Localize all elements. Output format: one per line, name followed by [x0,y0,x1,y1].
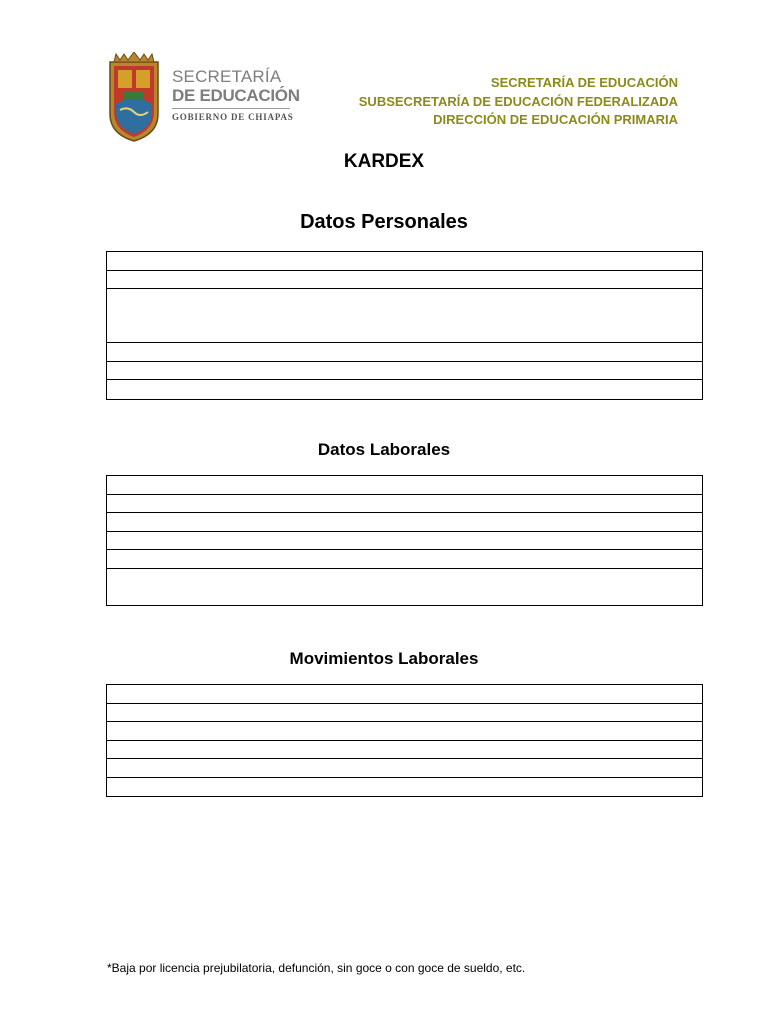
table-row [107,476,702,495]
table-row [107,252,702,271]
logo [106,52,300,144]
page-title: KARDEX [343,151,425,172]
table-row [107,380,702,399]
header-direccion: DIRECCIÓN DE EDUCACIÓN PRIMARIA [433,112,678,127]
section-title-movimientos-laborales: Movimientos Laborales [289,649,479,668]
movimientos-laborales-table [106,684,703,797]
section-title-datos-laborales: Datos Laborales [317,440,451,459]
header-subsecretaria: SUBSECRETARÍA DE EDUCACIÓN FEDERALIZADA [358,93,678,109]
table-row [107,778,702,797]
logo-divider [172,108,290,109]
footnote: *Baja por licencia prejubilatoria, defunción, sin goce o con goce de sueldo, etc. [107,961,526,975]
table-row [107,685,702,704]
table-row [107,513,702,532]
table-row [107,550,702,569]
logo-secretaria: SECRETARÍA [172,67,282,86]
section-title-datos-personales: Datos Personales [300,211,468,233]
header-secretaria: SECRETARÍA DE EDUCACIÓN [490,75,678,90]
table-row [107,722,702,741]
logo-gobierno: GOBIERNO DE CHIAPAS [172,112,294,122]
table-row [107,343,702,362]
table-row [107,289,702,343]
table-row [107,741,702,760]
institution-header [359,74,678,130]
table-row [107,532,702,551]
chiapas-coat-of-arms-icon [106,52,162,142]
table-row [107,362,702,381]
table-row [107,495,702,514]
table-row [107,704,702,723]
table-row [107,569,702,605]
datos-laborales-table [106,475,703,606]
logo-text [172,67,300,122]
table-row [107,271,702,290]
datos-personales-table [106,251,703,400]
table-row [107,759,702,778]
logo-de-educacion: DE EDUCACIÓN [172,86,300,105]
